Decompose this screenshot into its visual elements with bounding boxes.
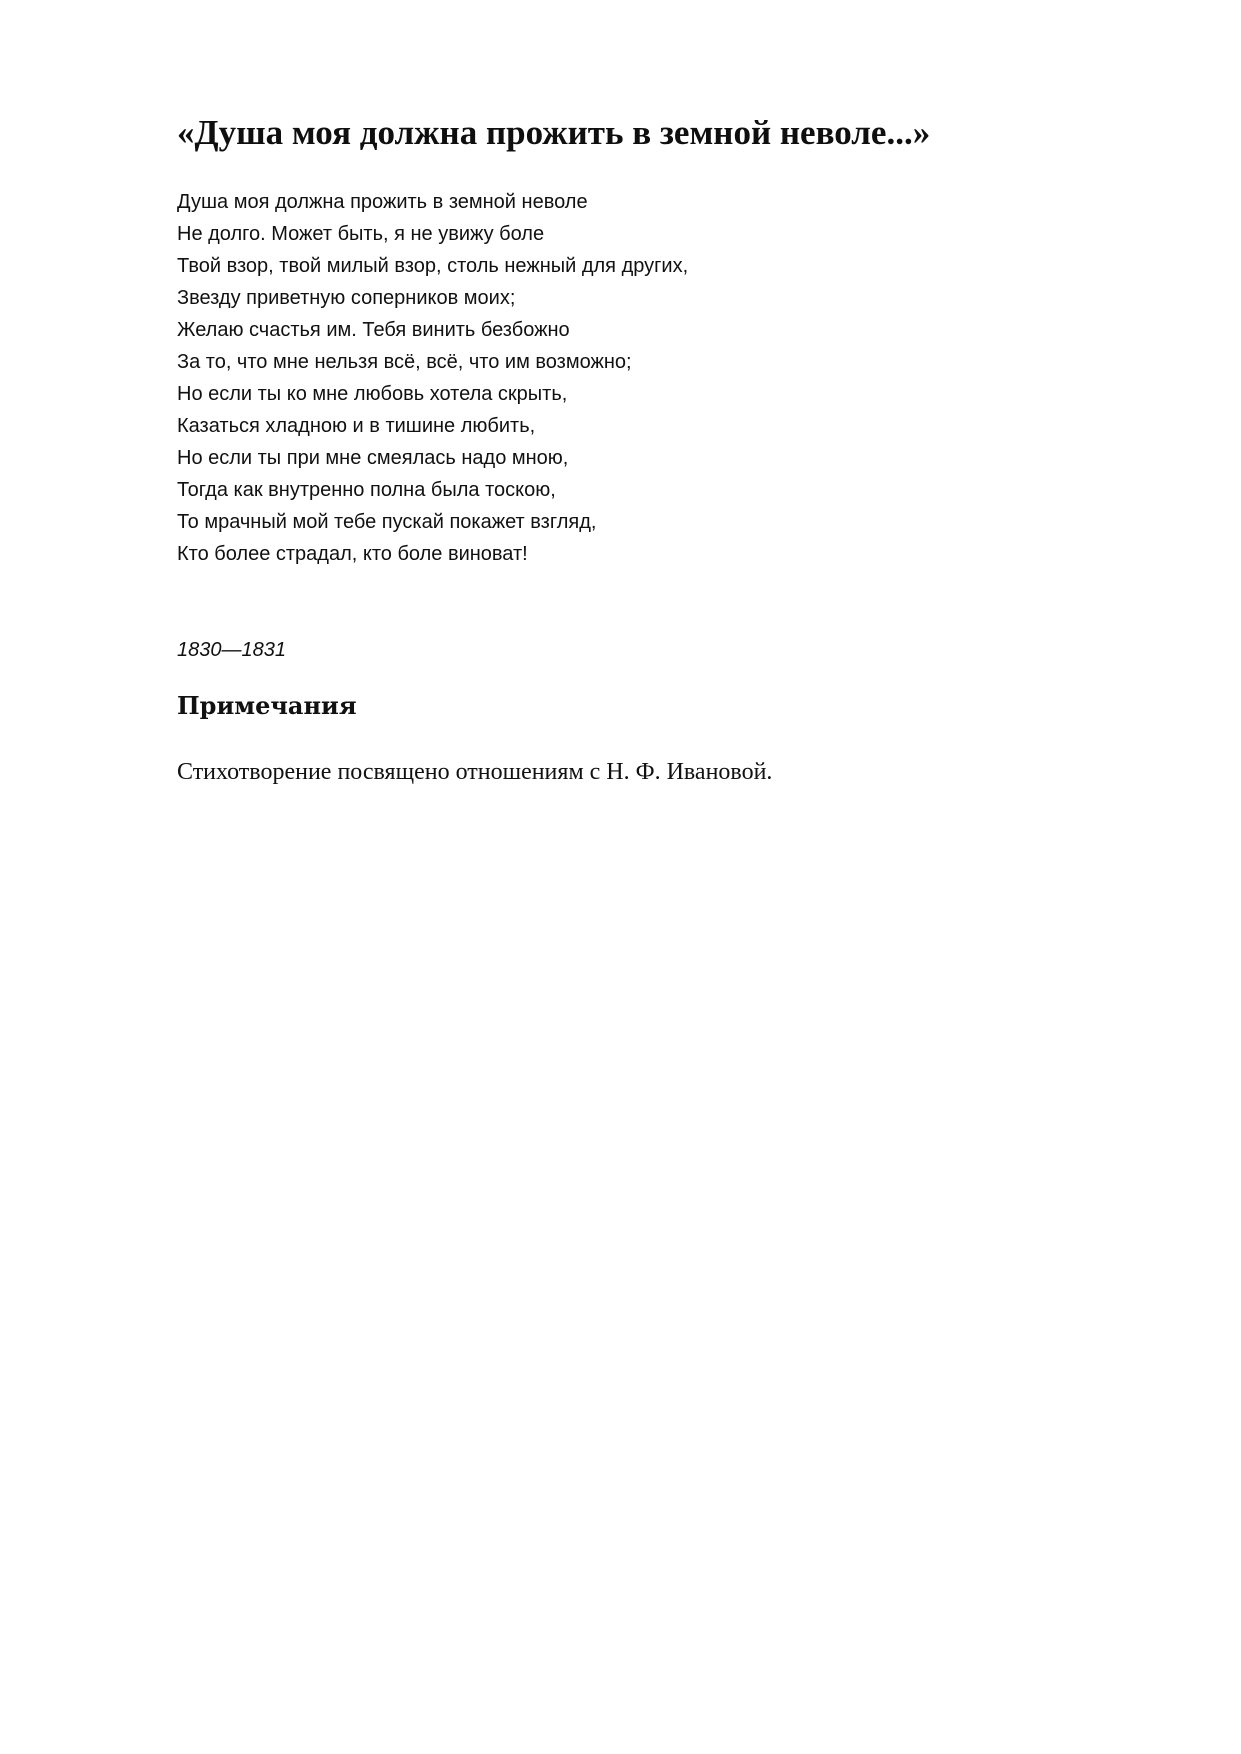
poem-line: Твой взор, твой милый взор, столь нежный для других, — [177, 255, 689, 277]
notes-heading: Примечания — [177, 691, 357, 720]
poem-date: 1830—1831 — [177, 639, 286, 661]
poem-line: Но если ты ко мне любовь хотела скрыть, — [177, 383, 568, 405]
poem-line: Звезду приветную соперников моих; — [177, 287, 516, 309]
poem-line: За то, что мне нельзя всё, всё, что им возможно; — [177, 351, 632, 373]
poem-line: Кто более страдал, кто боле виноват! — [177, 543, 528, 565]
poem-body — [177, 186, 688, 570]
poem-line: Казаться хладною и в тишине любить, — [177, 415, 536, 437]
poem-line: Но если ты при мне смеялась надо мною, — [177, 447, 569, 469]
poem-line: Не долго. Может быть, я не увижу боле — [177, 223, 545, 245]
poem-line: То мрачный мой тебе пускай покажет взгляд, — [177, 511, 597, 533]
poem-line: Тогда как внутренно полна была тоскою, — [177, 479, 556, 501]
poem-line: Желаю счастья им. Тебя винить безбожно — [177, 319, 570, 341]
notes-text: Стихотворение посвящено отношениям с Н. Ф. Ивановой. — [177, 759, 773, 785]
poem-line: Душа моя должна прожить в земной неволе — [177, 191, 588, 213]
poem-title: «Душа моя должна прожить в земной неволе...» — [177, 113, 931, 152]
